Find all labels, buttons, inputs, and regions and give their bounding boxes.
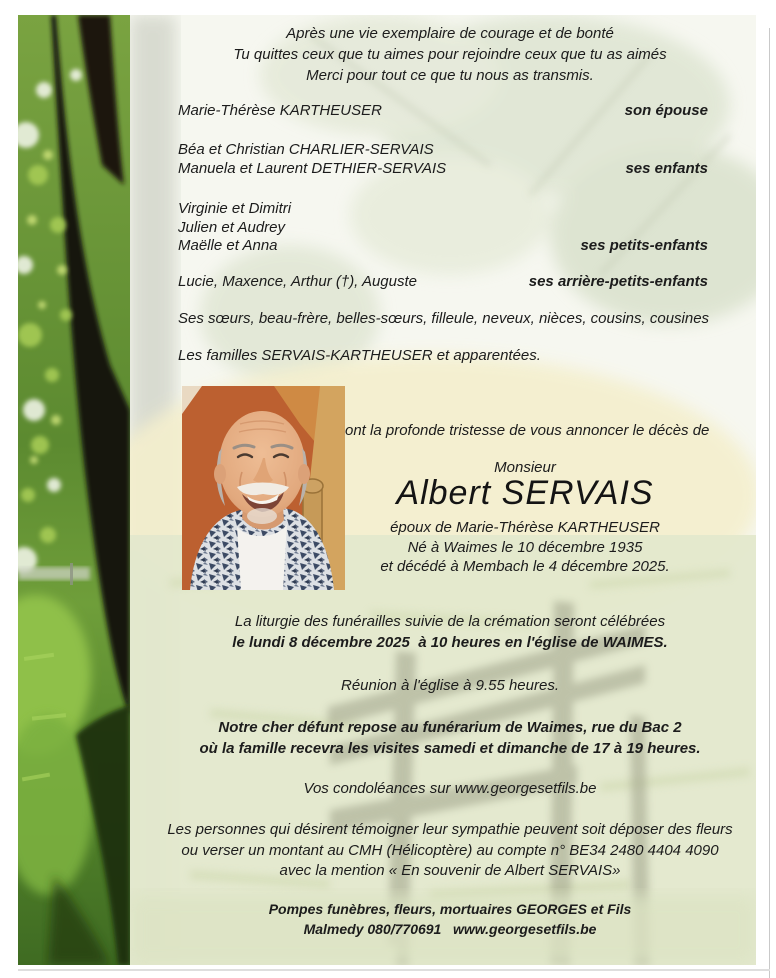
families-line: Les familles SERVAIS-KARTHEUSER et apparentées. xyxy=(178,347,541,364)
great-grandchildren-relation-label: ses arrière-petits-enfants xyxy=(528,273,708,290)
grandchildren-name-1: Virginie et Dimitri xyxy=(178,200,292,217)
death-line: et décédé à Membach le 4 décembre 2025. xyxy=(380,558,670,575)
spouse-name: Marie-Thérèse KARTHEUSER xyxy=(178,102,382,119)
liturgy-line-1: La liturgie des funérailles suivie de la crémation seront célébrées xyxy=(234,613,666,630)
opening-line-2: Tu quittes ceux que tu aimes pour rejoindre ceux que tu as aimés xyxy=(233,46,667,63)
birth-line: Né à Waimes le 10 décembre 1935 xyxy=(407,539,643,556)
grandchildren-name-3: Maëlle et Anna xyxy=(178,237,278,254)
condolences-line: Vos condoléances sur www.georgesetfils.be xyxy=(303,780,597,797)
children-relation-label: ses enfants xyxy=(625,160,708,177)
bottom-page-border-line xyxy=(18,969,770,971)
grandchildren-relation-label: ses petits-enfants xyxy=(580,237,708,254)
children-name-1: Béa et Christian CHARLIER-SERVAIS xyxy=(178,141,434,158)
deceased-title: Monsieur xyxy=(494,459,556,476)
funeral-home-contact-line: Malmedy 080/770691 www.georgesetfils.be xyxy=(303,921,597,937)
spouse-relation-label: son épouse xyxy=(624,102,708,119)
portrait-photo xyxy=(182,386,345,590)
repose-line-2: où la famille recevra les visites samedi et dimanche de 17 à 19 heures. xyxy=(199,740,701,757)
grandchildren-name-2: Julien et Audrey xyxy=(178,219,286,236)
repose-line-1: Notre cher défunt repose au funérarium de Waimes, rue du Bac 2 xyxy=(218,719,682,736)
children-name-2: Manuela et Laurent DETHIER-SERVAIS xyxy=(178,160,447,177)
deceased-name: Albert SERVAIS xyxy=(396,474,654,512)
funeral-home-line: Pompes funèbres, fleurs, mortuaires GEORGES et Fils xyxy=(268,901,632,917)
opening-line-3: Merci pour tout ce que tu nous as transmis. xyxy=(306,67,594,84)
sympathy-line-1: Les personnes qui désirent témoigner leur sympathie peuvent soit déposer des fleurs xyxy=(167,821,733,838)
opening-line-1: Après une vie exemplaire de courage et de bonté xyxy=(286,25,614,42)
tree-photo-illustration xyxy=(18,15,130,965)
great-grandchildren-names: Lucie, Maxence, Arthur (†), Auguste xyxy=(178,273,418,290)
left-tree-photo-strip xyxy=(18,15,130,965)
relatives-line: Ses sœurs, beau-frère, belles-sœurs, filleule, neveux, nièces, cousins, cousines xyxy=(178,310,710,327)
meeting-line: Réunion à l'église à 9.55 heures. xyxy=(340,677,559,694)
spouse-of-line: époux de Marie-Thérèse KARTHEUSER xyxy=(390,519,660,536)
announcement-intro: ont la profonde tristesse de vous annoncer le décès de xyxy=(345,422,710,439)
liturgy-line-2: le lundi 8 décembre 2025 à 10 heures en l'église de WAIMES. xyxy=(232,634,668,651)
sympathy-line-3: avec la mention « En souvenir de Albert SERVAIS» xyxy=(279,862,621,879)
sympathy-line-2: ou verser un montant au CMH (Hélicoptère) au compte n° BE34 2480 4404 4090 xyxy=(181,842,719,859)
portrait-illustration xyxy=(182,386,345,590)
